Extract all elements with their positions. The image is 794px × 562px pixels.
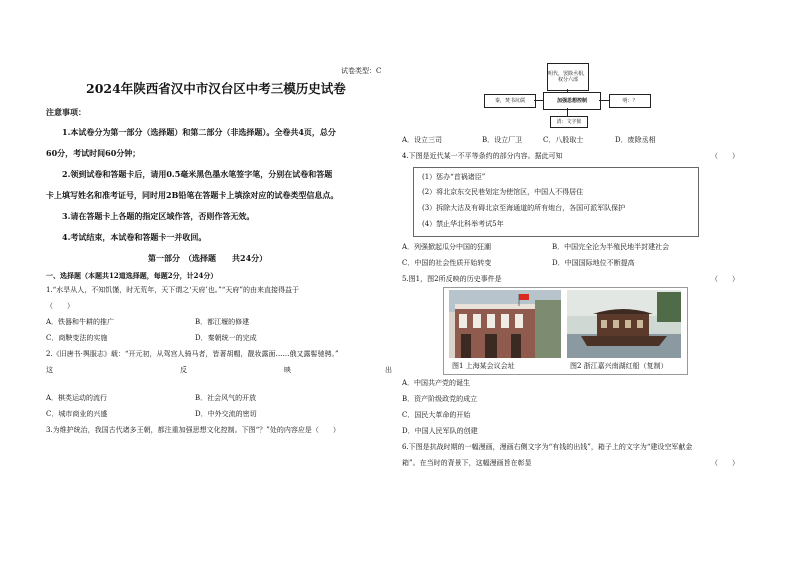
question-stem: 6.下图是抗战时期的一幅漫画，漫画右侧文字为“有钱的出钱”，箱子上的文字为“建设空军献金	[402, 443, 693, 451]
diagram-connector	[567, 108, 568, 116]
option-a: A．铁器和牛耕的推广	[46, 318, 115, 326]
question-stem: 4.下图是近代某一不平等条约的部分内容。据此可知	[402, 152, 563, 160]
note-line: 3.请在答题卡上各题的指定区域作答，否则作答无效。	[62, 211, 255, 221]
option-b: B．资产阶级政党的成立	[402, 395, 478, 403]
option-b: B．设立厂卫	[482, 136, 523, 144]
part-heading: 第一部分 （选择题 共24分）	[148, 253, 268, 263]
diagram-connector	[534, 100, 543, 101]
diagram-box-right: 明：？	[609, 94, 651, 108]
section-heading: 一、选择题（本题共12道选择题，每题2分，计24分）	[46, 271, 218, 280]
diagram-box-center: 加强思想控制	[543, 92, 601, 110]
note-line: 2.领到试卷和答题卡后，请用0.5毫米黑色墨水笔签字笔，分别在试卷和答题	[62, 169, 333, 179]
option-a: A．列强掀起瓜分中国的狂潮	[402, 243, 492, 251]
option-c: C．城市商业的兴盛	[46, 410, 108, 418]
option-a: A．设立三司	[402, 136, 443, 144]
option-b: B．都江堰的修建	[195, 318, 250, 326]
question-stem-char: 映	[284, 366, 291, 374]
diagram-box-top: 明代，罢除丞相，权分六部	[547, 63, 589, 91]
photo-red-boat	[567, 290, 681, 358]
question-stem: 1.“水旱从人，不知饥馑，时无荒年，天下谓之‘天府’也。”“天府”的由来直接得益于	[46, 286, 299, 294]
question-stem-char: 这	[46, 366, 53, 374]
question-stem: 5.图1，图2所反映的历史事件是	[402, 275, 502, 283]
treaty-item: (4）禁止华北科举考试5年	[422, 220, 504, 228]
paper-type: 试卷类型：C	[341, 67, 382, 75]
figure-caption-1: 图1 上海某会议会址	[452, 362, 515, 370]
page-title: 2024年陕西省汉中市汉台区中考三模历史试卷	[86, 81, 346, 96]
option-b: B．中国完全沦为半殖民地半封建社会	[552, 243, 670, 251]
diagram-connector	[599, 100, 609, 101]
question-paren: （ ）	[711, 275, 739, 283]
question-paren: （ ）	[711, 459, 739, 467]
option-c: C．八股取士	[543, 136, 584, 144]
question-paren: （ ）	[46, 302, 74, 310]
note-line: 4.考试结束，本试卷和答题卡一并收回。	[62, 232, 207, 242]
option-c: C．国民大革命的开始	[402, 411, 471, 419]
question-stem-char: 反	[180, 366, 187, 374]
note-line: 60分，考试时间60分钟；	[46, 148, 141, 158]
note-line: 卡上填写姓名和准考证号，同时用2B铅笔在答题卡上填涂对应的试卷类型信息点。	[46, 190, 339, 200]
photo-meeting-site	[449, 290, 561, 358]
option-a: A．中国共产党的诞生	[402, 379, 471, 387]
question-paren: （ ）	[711, 152, 739, 160]
question-stem: 箱”。在当时的背景下，这幅漫画旨在彰显	[402, 459, 532, 467]
option-d: D．中国国际地位不断提高	[552, 259, 635, 267]
diagram-box-left: 秦，焚书坑儒	[484, 94, 536, 108]
option-b: B．社会风气的开放	[195, 394, 257, 402]
option-d: D．中国人民军队的创建	[402, 427, 478, 435]
treaty-item: (3）拆除大沽及有碍北京至海通道的所有炮台，各国可派军队保护	[422, 204, 626, 212]
treaty-item: (2）将北京东交民巷划定为使馆区，中国人不得居住	[422, 188, 584, 196]
question-stem: 3.为维护统治，我国古代诸多王朝，都注重加强思想文化控制。下图“？”处的内容应是（ ）	[46, 426, 340, 434]
treaty-item: (1）惩办“首祸诸臣”	[422, 173, 486, 181]
option-d: D．中外交流的密切	[195, 410, 257, 418]
question-stem: 2.《旧唐书·舆服志》载：“开元初，从驾宫人骑马者，皆著胡帽，靓妆露面……俄又露髻驰骋。”	[46, 350, 339, 358]
diagram-box-bottom: 清：文字狱	[550, 116, 588, 128]
option-a: A．棋类运动的流行	[46, 394, 108, 402]
option-d: D．秦朝统一的完成	[195, 334, 257, 342]
figure-caption-2: 图2 浙江嘉兴南湖红船（复制）	[570, 362, 668, 370]
notes-heading: 注意事项：	[46, 107, 86, 117]
option-c: C．商鞅变法的实施	[46, 334, 108, 342]
option-c: C．中国的社会性质开始转变	[402, 259, 492, 267]
option-d: D．废除丞相	[615, 136, 656, 144]
question-stem-char: 出	[385, 366, 392, 374]
note-line: 1.本试卷分为第一部分（选择题）和第二部分（非选择题）。全卷共4页，总分	[62, 127, 336, 137]
